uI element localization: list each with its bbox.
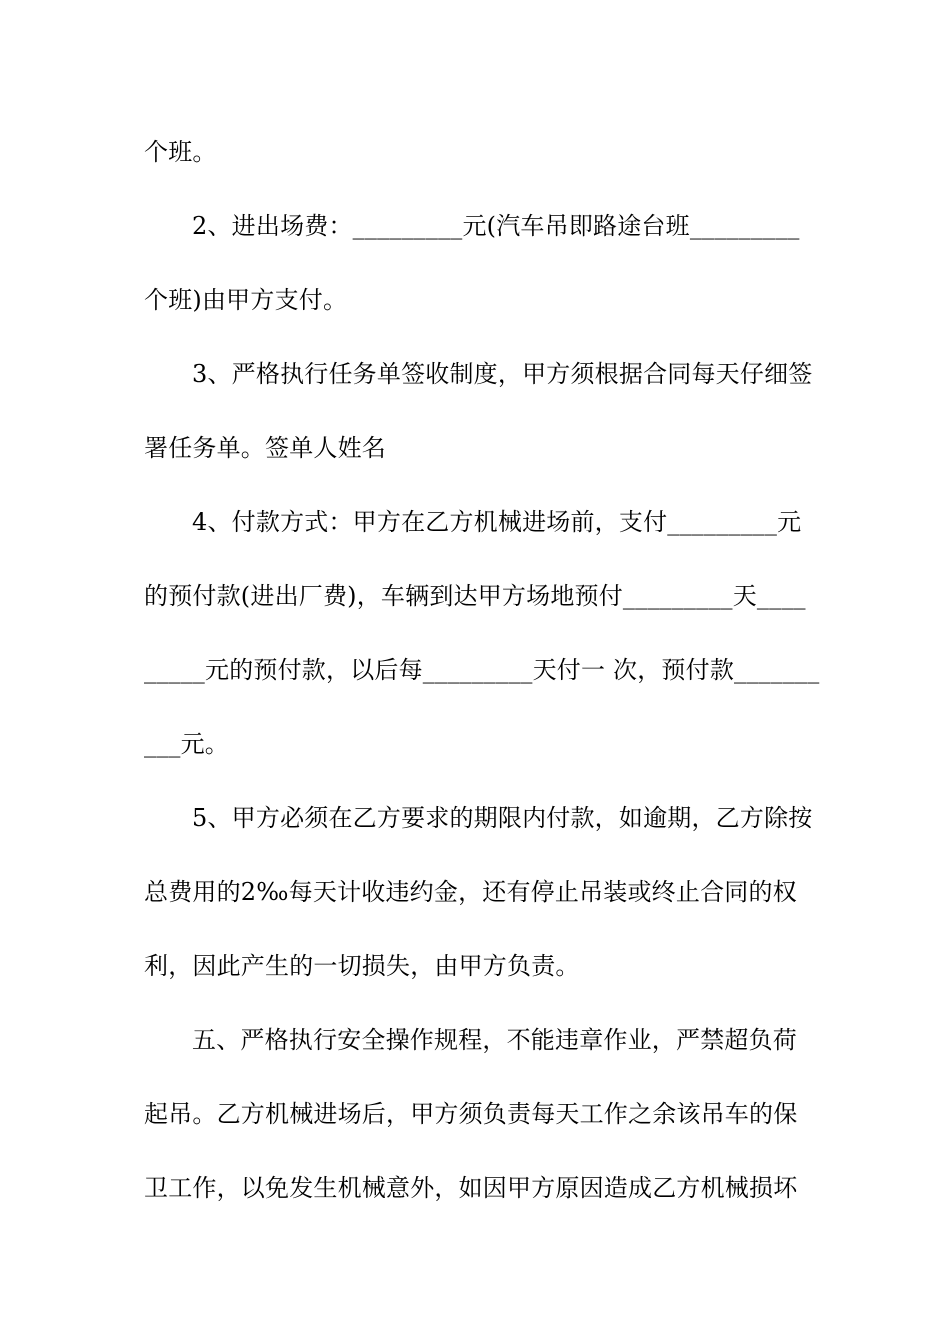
text-line: ___元。 bbox=[144, 730, 229, 758]
text-line: _____元的预付款，以后每_________天付一 次，预付款_______ bbox=[144, 656, 820, 684]
text-line: 个班)由甲方支付。 bbox=[144, 286, 348, 314]
text-line: 的预付款(进出厂费)，车辆到达甲方场地预付_________天____ bbox=[144, 582, 806, 610]
section-five-line: 五、严格执行安全操作规程，不能违章作业，严禁超负荷 bbox=[192, 1026, 797, 1054]
paragraph-2-line: 2、进出场费：_________元(汽车吊即路途台班_________ bbox=[192, 212, 800, 240]
paragraph-3-line: 3、严格执行任务单签收制度，甲方须根据合同每天仔细签 bbox=[192, 360, 813, 388]
text-line: 总费用的2‰每天计收违约金，还有停止吊装或终止合同的权 bbox=[144, 878, 797, 906]
text-line: 署任务单。签单人姓名 bbox=[144, 434, 386, 462]
text-line: 利，因此产生的一切损失，由甲方负责。 bbox=[144, 952, 580, 980]
text-line: 卫工作，以免发生机械意外，如因甲方原因造成乙方机械损坏 bbox=[144, 1174, 798, 1202]
text-line: 个班。 bbox=[144, 138, 217, 166]
text-line: 起吊。乙方机械进场后，甲方须负责每天工作之余该吊车的保 bbox=[144, 1100, 798, 1128]
paragraph-5-line: 5、甲方必须在乙方要求的期限内付款，如逾期，乙方除按 bbox=[192, 804, 813, 832]
paragraph-4-line: 4、付款方式：甲方在乙方机械进场前，支付_________元 bbox=[192, 508, 802, 536]
